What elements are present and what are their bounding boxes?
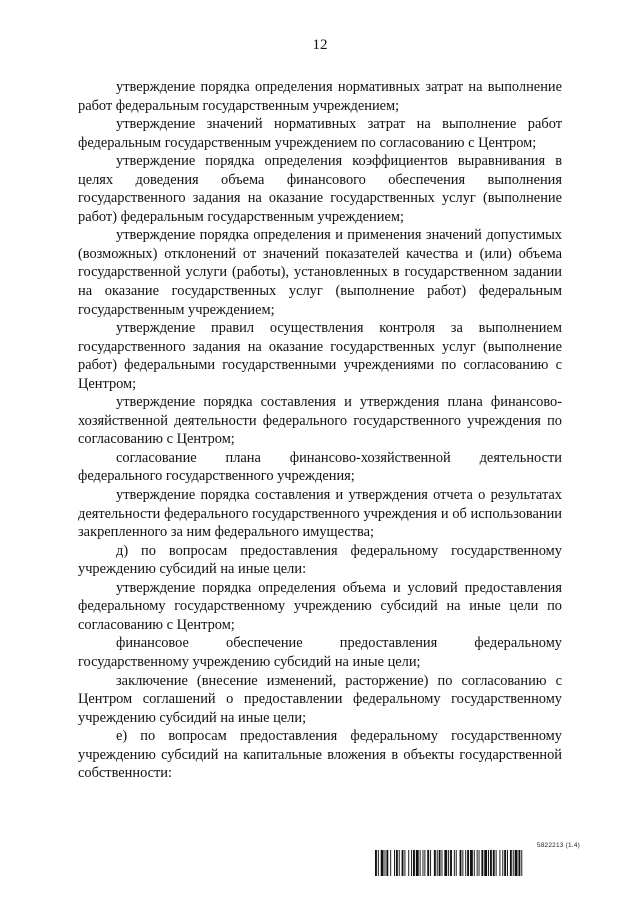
paragraph: утверждение правил осуществления контроля за выполнением государственного задания на оказание государственных услуг (выполнение работ) федеральными государственными учреждениями по согласованию с Центром; (78, 320, 562, 392)
barcode-image (375, 850, 583, 876)
paragraph: е) по вопросам предоставления федеральному государственному учреждению субсидий на капитальные вложения в объекты государственной собственности: (78, 728, 562, 782)
paragraph: утверждение порядка определения объема и условий предоставления федеральному государственному учреждению субсидий на иные цели по согласованию с Центром; (78, 579, 562, 633)
paragraph: утверждение порядка составления и утверждения плана финансово-хозяйственной деятельности федерального государственного учреждения по согласованию с Центром; (78, 394, 562, 448)
paragraph: финансовое обеспечение предоставления федеральному государственному учреждению субсидий на иные цели; (78, 635, 562, 670)
document-body (78, 78, 562, 783)
document-code: 5822213 (1.4) (536, 842, 580, 849)
paragraph: утверждение значений нормативных затрат на выполнение работ федеральным государственным учреждением по согласованию с Центром; (78, 116, 562, 151)
page-number: 12 (312, 37, 328, 53)
paragraph: утверждение порядка составления и утверждения отчета о результатах деятельности федерального государственного учреждения и об использовании закрепленного за ним федерального имущества; (78, 487, 562, 541)
paragraph: утверждение порядка определения коэффициентов выравнивания в целях доведения объема финансового обеспечения выполнения государственного задания на оказание государственных услуг (выполнение работ) федеральным государственным учреждением; (78, 153, 562, 225)
paragraph: согласование плана финансово-хозяйственной деятельности федерального государственного учреждения; (78, 449, 562, 485)
paragraph: заключение (внесение изменений, расторжение) по согласованию с Центром соглашений о предоставлении федеральному государственному учреждению субсидий на иные цели; (78, 672, 562, 726)
paragraph: д) по вопросам предоставления федеральному государственному учреждению субсидий на иные цели: (78, 542, 562, 578)
paragraph: утверждение порядка определения нормативных затрат на выполнение работ федеральным государственным учреждением; (78, 79, 562, 114)
paragraph: утверждение порядка определения и применения значений допустимых (возможных) отклонений от значений показателей качества и (или) объема государственной услуги (работы), установленных в государственном задании на оказание государственных услуг (выполнение работ) федеральным государственным учреждением; (78, 227, 562, 318)
